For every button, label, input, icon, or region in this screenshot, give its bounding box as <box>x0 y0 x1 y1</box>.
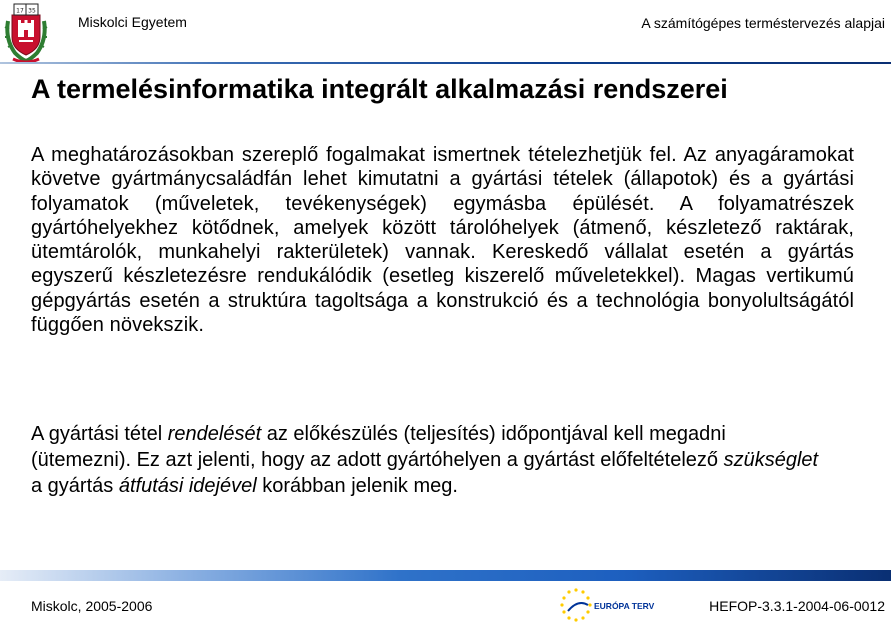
footer-location-years: Miskolc, 2005-2006 <box>31 598 153 614</box>
slide-title: A termelésinformatika integrált alkalmazási rendszerei <box>31 74 728 104</box>
svg-text:35: 35 <box>28 7 36 15</box>
paragraph-2-text-1: A gyártási tétel <box>31 423 168 445</box>
emphasis-rendeleset: rendelését <box>167 423 262 445</box>
body-paragraph-2 <box>31 421 831 499</box>
europa-terv-logo <box>554 581 663 630</box>
university-crest-logo <box>3 1 49 67</box>
emphasis-atfutasi-idejevel: átfutási idejével <box>118 475 257 497</box>
body-paragraph-1: A meghatározásokban szereplő fogalmakat ismertnek tételezhetjük fel. Az anyagáramokat követve gyártmánycsaládfán lehet kimutatni a gyártási tételek (állapotok) és a gyártási folyamatok (műveletek, tevékenységek) egymásba épülését. A folyamatrészek gyártóhelyekhez kötődnek, amelyek között tárolóhelyek (átmenő, készletező raktárak, ütemtárolók, munkahelyi rakterületek) vannak. Kereskedő vállalat esetén a gyártás egyszerű készletezésre rendukálódik (esetleg kiszerelő műveletekkel). Magas vertikumú gépgyártás esetén a struktúra tagoltsága a konstrukció és a technológia bonyolultságától függően növekszik. <box>31 144 854 337</box>
footer-divider <box>0 570 891 581</box>
paragraph-2-text-2: az előkészülés (teljesítés) időpontjával kell megadni (ütemezni). Ez azt jelenti, hogy az adott gyártóhelyen a gyártást előfeltételező <box>31 423 726 471</box>
europa-terv-label: EURÓPA TERV <box>594 601 655 611</box>
university-name: Miskolci Egyetem <box>78 14 187 30</box>
header-divider <box>0 62 891 64</box>
svg-text:17: 17 <box>16 7 24 15</box>
emphasis-szukseglet: szükséglet <box>723 449 819 471</box>
footer-project-code: HEFOP-3.3.1-2004-06-0012 <box>709 598 885 614</box>
course-title: A számítógépes terméstervezés alapjai <box>641 15 885 31</box>
paragraph-2-text-3: a gyártás <box>31 475 119 497</box>
paragraph-2-text-4: korábban jelenik meg. <box>256 475 458 497</box>
